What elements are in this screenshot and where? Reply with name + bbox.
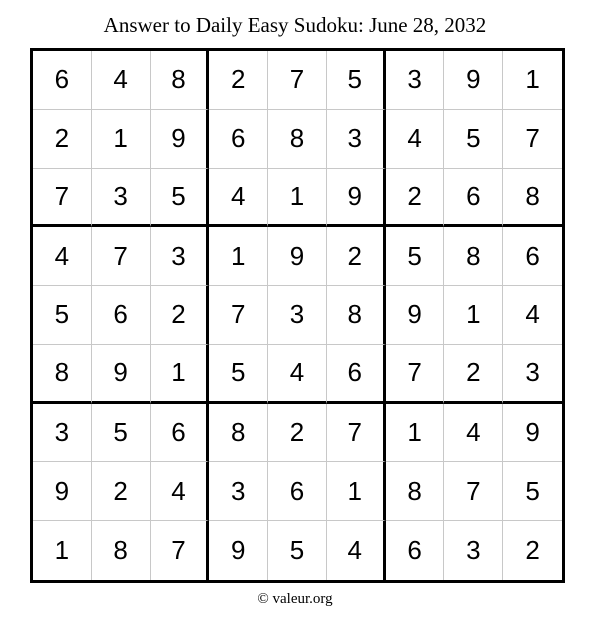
sudoku-cell: 8: [92, 521, 151, 580]
sudoku-cell: 5: [444, 110, 503, 169]
sudoku-cell: 4: [503, 286, 562, 345]
sudoku-cell: 8: [268, 110, 327, 169]
sudoku-cell: 6: [268, 462, 327, 521]
sudoku-cell: 9: [327, 169, 386, 228]
sudoku-cell: 1: [503, 51, 562, 110]
sudoku-cell: 2: [525, 535, 540, 566]
sudoku-cell: 4: [268, 345, 327, 404]
sudoku-cell: 6: [444, 169, 503, 228]
sudoku-cell: 5: [268, 521, 327, 580]
sudoku-cell: 2: [386, 169, 445, 228]
sudoku-cell: 2: [151, 286, 210, 345]
sudoku-cell: 9: [386, 286, 445, 345]
sudoku-cell: 4: [444, 404, 503, 463]
sudoku-cell: 8: [33, 345, 92, 404]
sudoku-cell: 3: [386, 51, 445, 110]
sudoku-cell: 4: [209, 169, 268, 228]
sudoku-cell: 3: [503, 345, 562, 404]
sudoku-cell: 2: [327, 227, 386, 286]
sudoku-cell: 7: [151, 521, 210, 580]
sudoku-cell: 2: [268, 404, 327, 463]
sudoku-cell: 7: [503, 110, 562, 169]
sudoku-cell: 5: [209, 345, 268, 404]
sudoku-cell: 8: [503, 169, 562, 228]
sudoku-cell: 6: [327, 345, 386, 404]
sudoku-cell: 1: [33, 521, 92, 580]
sudoku-cell: 7: [327, 404, 386, 463]
sudoku-cell: 4: [386, 110, 445, 169]
sudoku-cell: 7: [33, 169, 92, 228]
sudoku-cell: 6: [503, 227, 562, 286]
sudoku-cell: 9: [503, 404, 562, 463]
sudoku-cell: 9: [33, 462, 92, 521]
sudoku-cell: 4: [151, 462, 210, 521]
sudoku-cell: 3: [327, 110, 386, 169]
sudoku-cell: 6: [209, 110, 268, 169]
sudoku-cell: 2: [444, 345, 503, 404]
sudoku-cell: 9: [151, 110, 210, 169]
sudoku-cell: 5: [151, 169, 210, 228]
sudoku-cell: 7: [444, 462, 503, 521]
sudoku-cell: 9: [268, 227, 327, 286]
sudoku-cell: 9: [444, 51, 503, 110]
sudoku-cell: 6: [33, 51, 92, 110]
sudoku-cell: 7: [209, 286, 268, 345]
sudoku-cell: 3: [33, 404, 92, 463]
sudoku-cell: 7: [92, 227, 151, 286]
sudoku-cell: 8: [386, 462, 445, 521]
sudoku-cell: 1: [92, 110, 151, 169]
sudoku-cell: 4: [92, 51, 151, 110]
sudoku-cell: 3: [444, 521, 503, 580]
sudoku-cell: 5: [327, 51, 386, 110]
sudoku-cell: 5: [386, 227, 445, 286]
sudoku-cell: 3: [92, 169, 151, 228]
sudoku-cell: 9: [92, 345, 151, 404]
sudoku-cell: 7: [386, 345, 445, 404]
sudoku-cell: 1: [151, 345, 210, 404]
sudoku-cell: 1: [209, 227, 268, 286]
sudoku-cell: 1: [386, 404, 445, 463]
sudoku-cell: 3: [209, 462, 268, 521]
sudoku-cell: 3: [268, 286, 327, 345]
sudoku-cell: 8: [327, 286, 386, 345]
sudoku-cell: 8: [444, 227, 503, 286]
copyright-footer: © valeur.org: [257, 591, 333, 607]
sudoku-cell: 2: [33, 110, 92, 169]
sudoku-cell: 1: [327, 462, 386, 521]
sudoku-cell: 4: [33, 227, 92, 286]
sudoku-cell: 5: [92, 404, 151, 463]
sudoku-cell: 7: [268, 51, 327, 110]
sudoku-cell: 9: [209, 521, 268, 580]
sudoku-cell: 1: [268, 169, 327, 228]
sudoku-cell: 6: [386, 521, 445, 580]
sudoku-cell: 8: [151, 51, 210, 110]
sudoku-cell: 1: [444, 286, 503, 345]
sudoku-cell: 2: [209, 51, 268, 110]
sudoku-cell: 5: [33, 286, 92, 345]
sudoku-cell: 6: [151, 404, 210, 463]
sudoku-grid: [30, 48, 565, 583]
sudoku-cell: 5: [503, 462, 562, 521]
sudoku-cell: 8: [209, 404, 268, 463]
sudoku-cell: 6: [92, 286, 151, 345]
sudoku-cell: 3: [151, 227, 210, 286]
sudoku-cell: 4: [327, 521, 386, 580]
puzzle-title: Answer to Daily Easy Sudoku: June 28, 2032: [103, 13, 487, 37]
sudoku-cell: 2: [92, 462, 151, 521]
